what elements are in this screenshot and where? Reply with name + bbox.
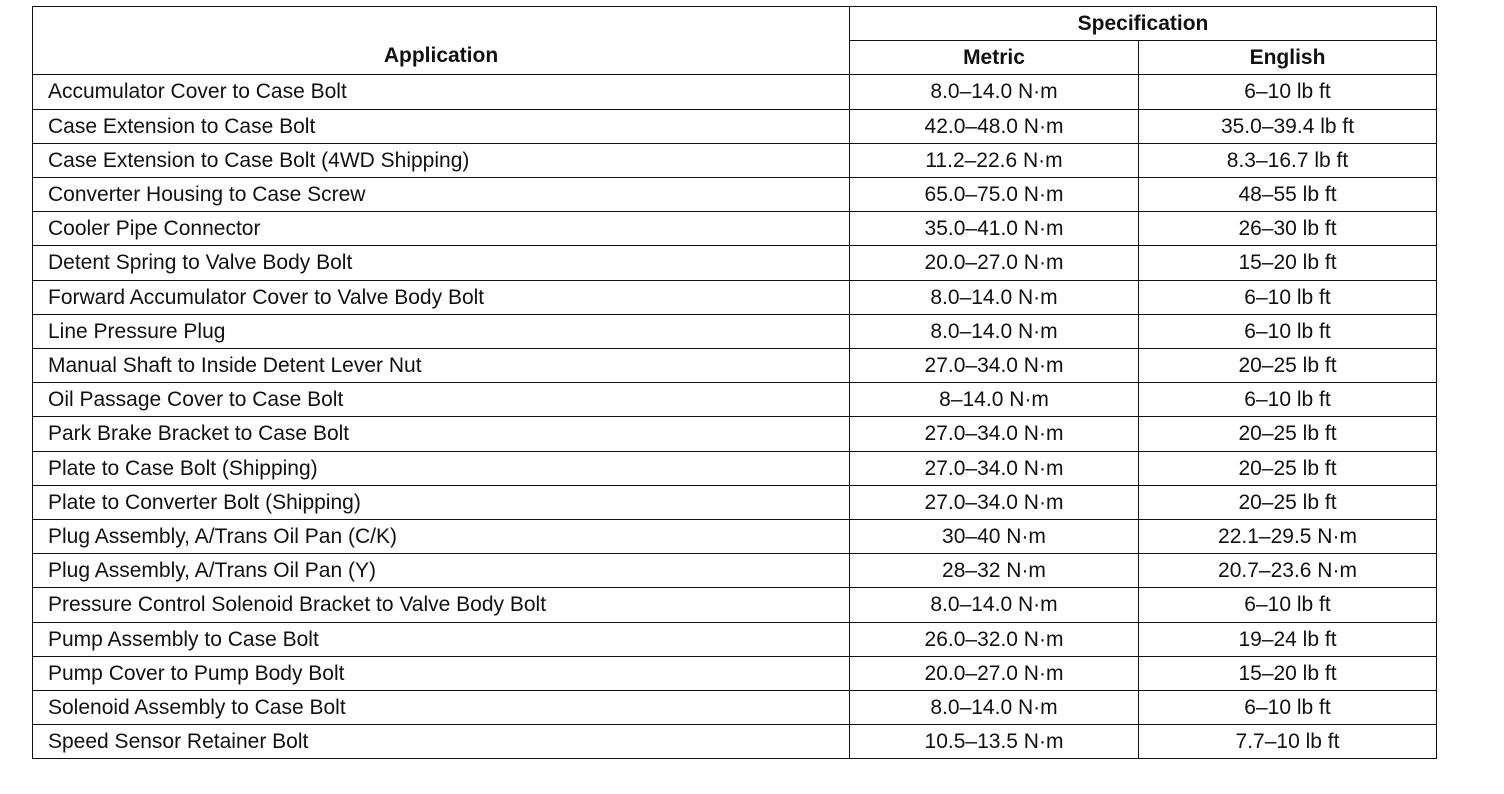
application-cell: Case Extension to Case Bolt	[33, 109, 850, 143]
metric-cell: 20.0–27.0 N·m	[850, 246, 1139, 280]
metric-cell: 27.0–34.0 N·m	[850, 451, 1139, 485]
metric-cell: 27.0–34.0 N·m	[850, 485, 1139, 519]
table-row	[33, 656, 1437, 690]
metric-cell: 35.0–41.0 N·m	[850, 212, 1139, 246]
table-row	[33, 588, 1437, 622]
application-cell: Forward Accumulator Cover to Valve Body Bolt	[33, 280, 850, 314]
metric-cell: 65.0–75.0 N·m	[850, 178, 1139, 212]
specification-header: Specification	[850, 7, 1437, 41]
application-cell: Cooler Pipe Connector	[33, 212, 850, 246]
application-cell: Speed Sensor Retainer Bolt	[33, 725, 850, 759]
application-cell: Plug Assembly, A/Trans Oil Pan (Y)	[33, 554, 850, 588]
application-cell: Park Brake Bracket to Case Bolt	[33, 417, 850, 451]
metric-cell: 8–14.0 N·m	[850, 383, 1139, 417]
english-cell: 8.3–16.7 lb ft	[1139, 143, 1437, 177]
table-row	[33, 178, 1437, 212]
application-cell: Case Extension to Case Bolt (4WD Shipping)	[33, 143, 850, 177]
metric-cell: 27.0–34.0 N·m	[850, 349, 1139, 383]
application-cell: Detent Spring to Valve Body Bolt	[33, 246, 850, 280]
application-cell: Pressure Control Solenoid Bracket to Valve Body Bolt	[33, 588, 850, 622]
table-row	[33, 314, 1437, 348]
table-row	[33, 691, 1437, 725]
application-cell: Pump Assembly to Case Bolt	[33, 622, 850, 656]
metric-cell: 26.0–32.0 N·m	[850, 622, 1139, 656]
english-cell: 22.1–29.5 N·m	[1139, 520, 1437, 554]
table-row	[33, 417, 1437, 451]
table-row	[33, 725, 1437, 759]
metric-cell: 8.0–14.0 N·m	[850, 314, 1139, 348]
metric-cell: 11.2–22.6 N·m	[850, 143, 1139, 177]
table-row	[33, 212, 1437, 246]
table-row	[33, 451, 1437, 485]
torque-spec-table	[32, 6, 1437, 759]
english-cell: 6–10 lb ft	[1139, 280, 1437, 314]
application-cell: Plate to Case Bolt (Shipping)	[33, 451, 850, 485]
english-cell: 15–20 lb ft	[1139, 246, 1437, 280]
english-cell: 7.7–10 lb ft	[1139, 725, 1437, 759]
english-cell: 20–25 lb ft	[1139, 417, 1437, 451]
table-row	[33, 75, 1437, 109]
metric-cell: 28–32 N·m	[850, 554, 1139, 588]
application-cell: Line Pressure Plug	[33, 314, 850, 348]
english-cell: 48–55 lb ft	[1139, 178, 1437, 212]
application-header: Application	[33, 7, 850, 75]
table-row	[33, 520, 1437, 554]
table-row	[33, 554, 1437, 588]
metric-cell: 27.0–34.0 N·m	[850, 417, 1139, 451]
application-cell: Solenoid Assembly to Case Bolt	[33, 691, 850, 725]
metric-cell: 8.0–14.0 N·m	[850, 75, 1139, 109]
english-cell: 19–24 lb ft	[1139, 622, 1437, 656]
header-row-top	[33, 7, 1437, 41]
table-row	[33, 143, 1437, 177]
table-row	[33, 109, 1437, 143]
table-row	[33, 485, 1437, 519]
english-cell: 20–25 lb ft	[1139, 485, 1437, 519]
application-cell: Converter Housing to Case Screw	[33, 178, 850, 212]
table-row	[33, 383, 1437, 417]
english-cell: 20–25 lb ft	[1139, 451, 1437, 485]
table-row	[33, 246, 1437, 280]
application-cell: Plug Assembly, A/Trans Oil Pan (C/K)	[33, 520, 850, 554]
metric-cell: 30–40 N·m	[850, 520, 1139, 554]
table-body	[33, 75, 1437, 759]
english-cell: 20.7–23.6 N·m	[1139, 554, 1437, 588]
english-cell: 6–10 lb ft	[1139, 691, 1437, 725]
table-header	[33, 7, 1437, 75]
english-header: English	[1139, 41, 1437, 75]
english-cell: 15–20 lb ft	[1139, 656, 1437, 690]
application-cell: Pump Cover to Pump Body Bolt	[33, 656, 850, 690]
metric-cell: 8.0–14.0 N·m	[850, 691, 1139, 725]
application-cell: Manual Shaft to Inside Detent Lever Nut	[33, 349, 850, 383]
english-cell: 6–10 lb ft	[1139, 588, 1437, 622]
english-cell: 26–30 lb ft	[1139, 212, 1437, 246]
english-cell: 35.0–39.4 lb ft	[1139, 109, 1437, 143]
metric-cell: 42.0–48.0 N·m	[850, 109, 1139, 143]
metric-cell: 10.5–13.5 N·m	[850, 725, 1139, 759]
metric-cell: 8.0–14.0 N·m	[850, 280, 1139, 314]
english-cell: 6–10 lb ft	[1139, 383, 1437, 417]
table-row	[33, 280, 1437, 314]
metric-cell: 20.0–27.0 N·m	[850, 656, 1139, 690]
metric-header: Metric	[850, 41, 1139, 75]
table-row	[33, 349, 1437, 383]
application-cell: Accumulator Cover to Case Bolt	[33, 75, 850, 109]
application-cell: Plate to Converter Bolt (Shipping)	[33, 485, 850, 519]
table-row	[33, 622, 1437, 656]
english-cell: 20–25 lb ft	[1139, 349, 1437, 383]
application-cell: Oil Passage Cover to Case Bolt	[33, 383, 850, 417]
english-cell: 6–10 lb ft	[1139, 314, 1437, 348]
metric-cell: 8.0–14.0 N·m	[850, 588, 1139, 622]
english-cell: 6–10 lb ft	[1139, 75, 1437, 109]
